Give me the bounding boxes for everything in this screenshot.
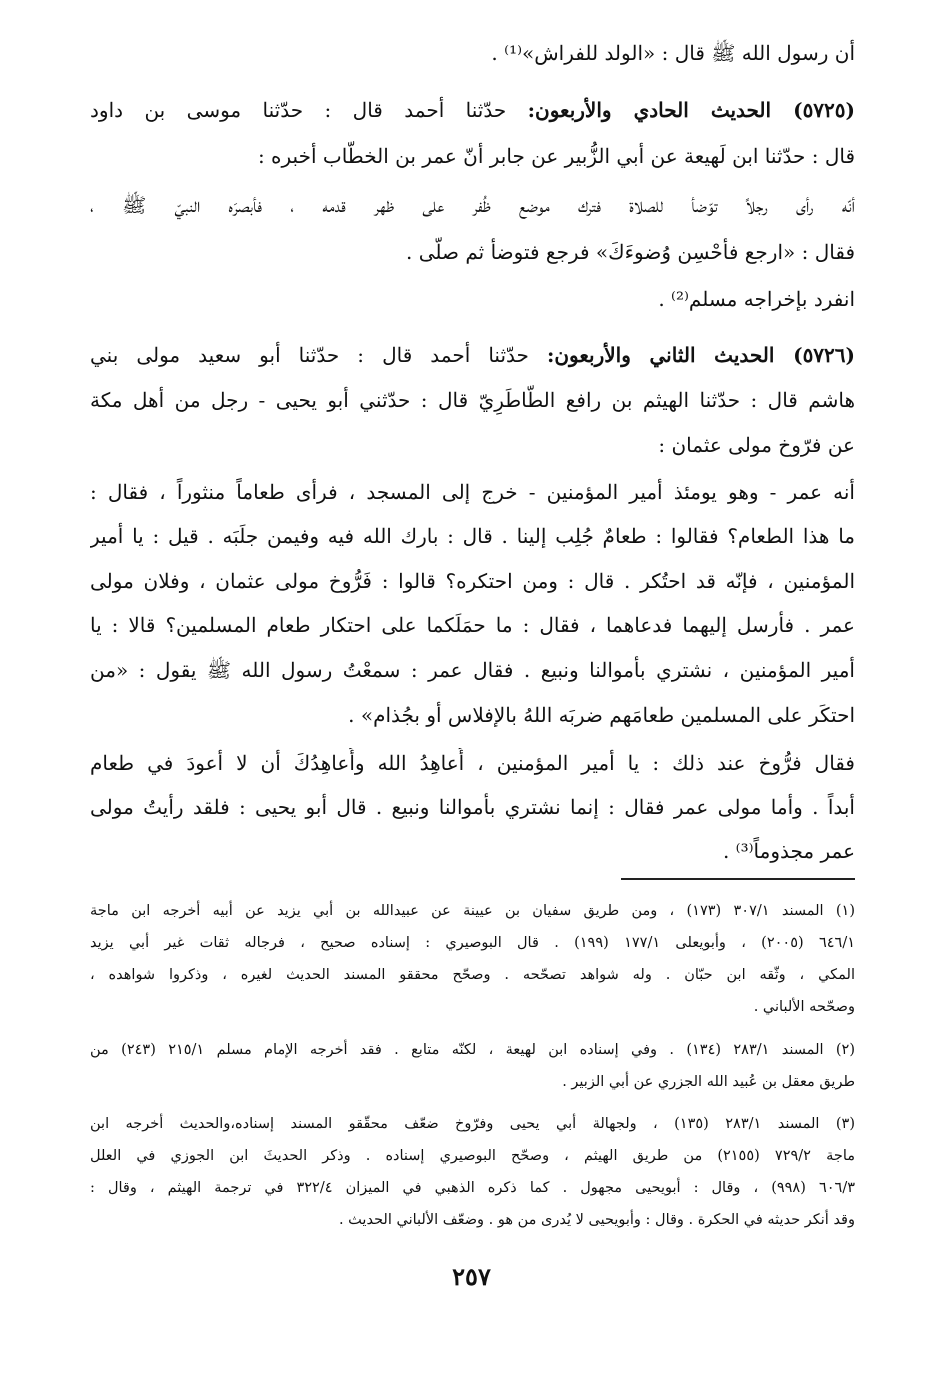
text-line: المؤمنين ، فإنّه قد احتُكر . قال : ومن احتكره؟ قالوا : فَرُّوخ مولى عثمان ، وفلان مولى (90, 569, 855, 593)
text-line: فقال : «ارجع فأحْسِن وُضوءَكَ» فرجع فتوضأ ثم صلّى . (405, 240, 855, 264)
footnote-line: ٦٠٦/٣ (٩٩٨) ، وقال : أبويحيى مجهول . كما ذكره الذهبي في الميزان ٣٢٢/٤ في ترجمة الهيثم ، وقال : (90, 1180, 855, 1196)
text-line: احتكَر على المسلمين طعامَهم ضربَه اللهُ بالإفلاس أو بجُذام» . (348, 703, 855, 727)
footnote-line: المكي ، وثّقه ابن حبّان . وله شواهد تصحّحه . وصحّح محققو المسند الحديث لغيره ، وذكروا شواهده ، (90, 967, 855, 983)
footnote-line: (٢) المسند ٢٨٣/١ (١٣٤) . وفي إسناده ابن لهيعة ، لكنّه متابع . فقد أخرجه الإمام مسلم ٢١٥/١ (٢٤٣) من (90, 1042, 855, 1058)
hadith-isnad: حدّثنا أحمد قال : حدّثنا أبو سعيد مولى بني (90, 343, 547, 367)
hadith-heading: (٥٧٢٥) الحديث الحادي والأربعون: (527, 98, 855, 122)
footnote-line: وقد أنكر حديثه في الحكرة . وقال : وأبويحيى لا يُدرى من هو . وضعّف الألباني الحديث . (338, 1212, 855, 1228)
hadith-5725-heading-line (90, 95, 855, 127)
text-line: ما هذا الطعام؟ فقالوا : طعامٌ جُلِب إلينا . قال : بارك الله فيه وفيمن جلَبَه . قيل : يا أمير (90, 524, 855, 548)
text-line: انفرد بإخراجه مسلم⁽²⁾ . (658, 287, 855, 311)
hadith-heading: (٥٧٢٦) الحديث الثاني والأربعون: (546, 343, 855, 367)
text-line: أمير المؤمنين ، نشتري بأموالنا ونبيع . فقال عمر : سمعْتُ رسول الله ﷺ يقول : «من (90, 658, 855, 682)
footnote-line: طريق معقل بن عُبيد الله الجزري عن أبي الزبير . (562, 1074, 855, 1090)
text-line: عن فرّوخ مولى عثمان : (658, 433, 855, 457)
text-line: أن رسول الله ﷺ قال : «الولد للفراش»⁽¹⁾ . (491, 41, 855, 65)
text-line: أنّه رأى رجلاً توّضأ للصلاة فترك موضع ظُفر على ظهر قدمه ، فأبصرَه النبيّ ﷺ ، (90, 193, 855, 217)
footnote-line: (١) المسند ٣٠٧/١ (١٧٣) ، ومن طريق سفيان بن عيينة عن عبيدالله بن أبي يزيد عن أبيه أخرجه ابن ماجة (90, 903, 855, 919)
page-number: ٢٥٧ (452, 1262, 491, 1291)
hadith-5726-heading-line (90, 340, 855, 372)
footnote-line: (٣) المسند ٢٨٣/١ (١٣٥) ، ولجهالة أبي يحيى وفرّوخ ضعّف محقّقو المسند إسناده،والحديث أخرجه ابن (90, 1116, 855, 1132)
footnote-line: ماجة ٧٢٩/٢ (٢١٥٥) من طريق الهيثم ، وصحّح البوصيري إسناده . وذكر الحديثَ ابن الجوزي في العلل (90, 1148, 855, 1164)
text-line: هاشم قال : حدّثنا الهيثم بن رافع الطّاطَرِيّ قال : حدّثني أبو يحيى - رجل من أهل مكة (90, 388, 855, 412)
footnote-line: ٦٤٦/١ (٢٠٠٥) ، وأبويعلى ١٧٧/١ (١٩٩) . قال البوصيري : إسناده صحيح ، فرجاله ثقات غير أبي يزيد (90, 935, 855, 951)
footnote-divider (621, 878, 855, 880)
text-line: فقال فرُّوخ عند ذلك : يا أمير المؤمنين ، أُعاهِدُ الله وأُعاهِدُكَ أن لا أعودَ في طعام (90, 751, 855, 775)
text-line: قال : حدّثنا ابن لَهيعة عن أبي الزُّبير عن جابر أنّ عمر بن الخطّاب أخبره : (257, 144, 855, 168)
text-line: عمر مجذوماً⁽³⁾ . (722, 839, 855, 863)
hadith-isnad: حدّثنا أحمد قال : حدّثنا موسى بن داود (90, 98, 528, 122)
footnote-line: وصحّحه الألباني . (753, 999, 855, 1015)
text-line: أنه عمر - وهو يومئذ أمير المؤمنين - خرج إلى المسجد ، فرأى طعاماً منثوراً ، فقال : (90, 480, 855, 504)
text-line: عمر . فأرسل إليهما فدعاهما ، فقال : ما حمَلَكما على احتكار طعام المسلمين؟ قالا : يا (90, 613, 855, 637)
text-line: أبداً . وأما مولى عمر فقال : إنما نشتري بأموالنا ونبيع . قال أبو يحيى : فلقد رأيتُ مولى (90, 795, 855, 819)
